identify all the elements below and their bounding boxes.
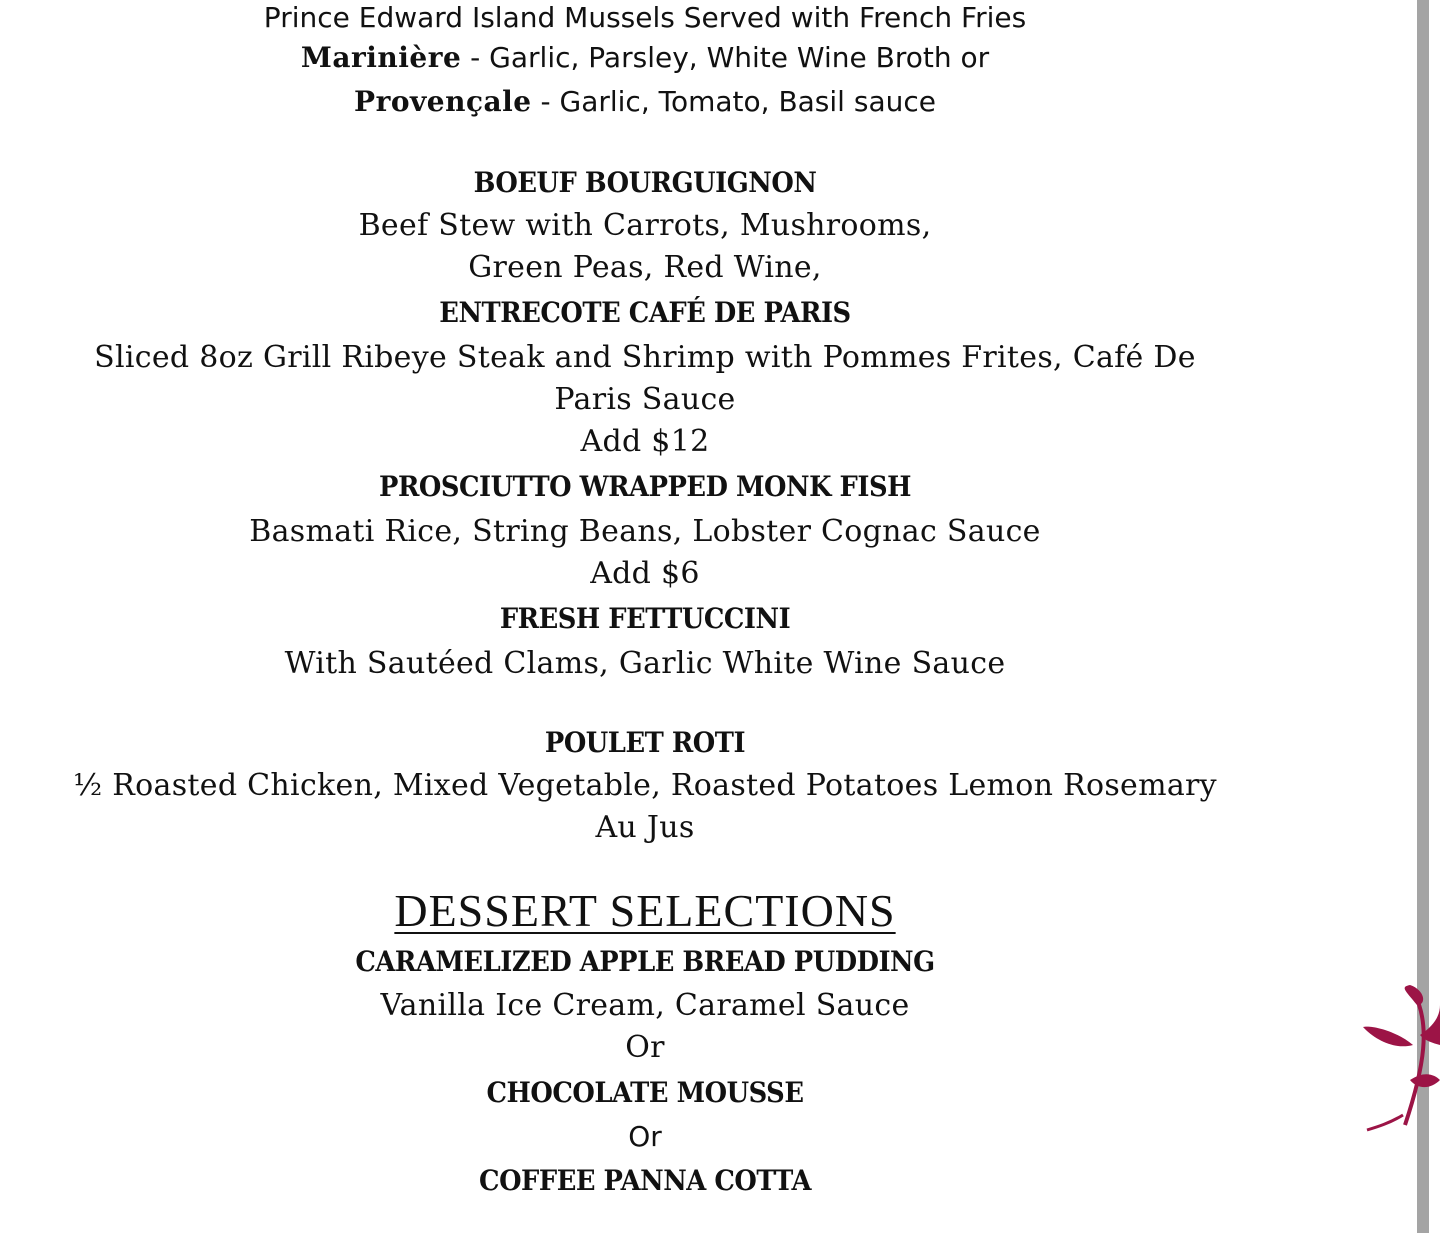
entree-price-add: Add $6 [590, 556, 700, 591]
provencale-desc: - Garlic, Tomato, Basil sauce [531, 85, 936, 118]
entree-desc-line: Paris Sauce [554, 382, 736, 417]
flower-branch-icon [1355, 985, 1440, 1140]
entree-desc-line: ½ Roasted Chicken, Mixed Vegetable, Roasted Potatoes Lemon Rosemary [73, 768, 1217, 803]
dessert-item-desc: Vanilla Ice Cream, Caramel Sauce [380, 988, 910, 1023]
entree-entrecote [0, 289, 1290, 463]
entree-desc-line: Basmati Rice, String Beans, Lobster Cognac Sauce [249, 514, 1041, 549]
provencale-name: Provençale [354, 85, 532, 118]
entree-monk-fish [0, 463, 1290, 595]
entree-desc-line: Sliced 8oz Grill Ribeye Steak and Shrimp with Pommes Frites, Café De [94, 340, 1196, 375]
entree-poulet-roti [0, 721, 1290, 849]
entree-desc-line: Green Peas, Red Wine, [468, 250, 822, 285]
entree-title: ENTRECOTE CAFÉ DE PARIS [439, 296, 851, 329]
mussels-title: Prince Edward Island Mussels Served with French Fries [263, 1, 1027, 34]
entree-title: BOEUF BOURGUIGNON [473, 166, 817, 199]
mariniere-desc: - Garlic, Parsley, White Wine Broth or [461, 41, 990, 74]
entree-title: POULET ROTI [544, 726, 746, 759]
entree-desc-line: With Sautéed Clams, Garlic White Wine Sauce [284, 646, 1006, 681]
mussels-section [0, 0, 1290, 124]
mussels-option-provencale [0, 80, 1290, 124]
entree-fettuccini [0, 595, 1290, 685]
mussels-option-mariniere [0, 36, 1290, 80]
dessert-item-title: CARAMELIZED APPLE BREAD PUDDING [355, 945, 935, 978]
entree-desc-line: Au Jus [595, 810, 695, 845]
dessert-item-title: CHOCOLATE MOUSSE [486, 1076, 804, 1109]
dessert-or-separator: Or [628, 1120, 662, 1153]
entree-price-add: Add $12 [580, 424, 710, 459]
entree-desc-line: Beef Stew with Carrots, Mushrooms, [358, 208, 932, 243]
dessert-item-title: COFFEE PANNA COTTA [479, 1164, 811, 1197]
entree-boeuf-bourguignon [0, 161, 1290, 289]
dessert-or-separator: Or [625, 1030, 665, 1065]
entree-title: FRESH FETTUCCINI [499, 602, 791, 635]
entree-title: PROSCIUTTO WRAPPED MONK FISH [379, 470, 911, 503]
dessert-section-title: DESSERT SELECTIONS [394, 885, 896, 936]
mariniere-name: Marinière [300, 41, 462, 74]
dessert-section [0, 883, 1290, 1205]
